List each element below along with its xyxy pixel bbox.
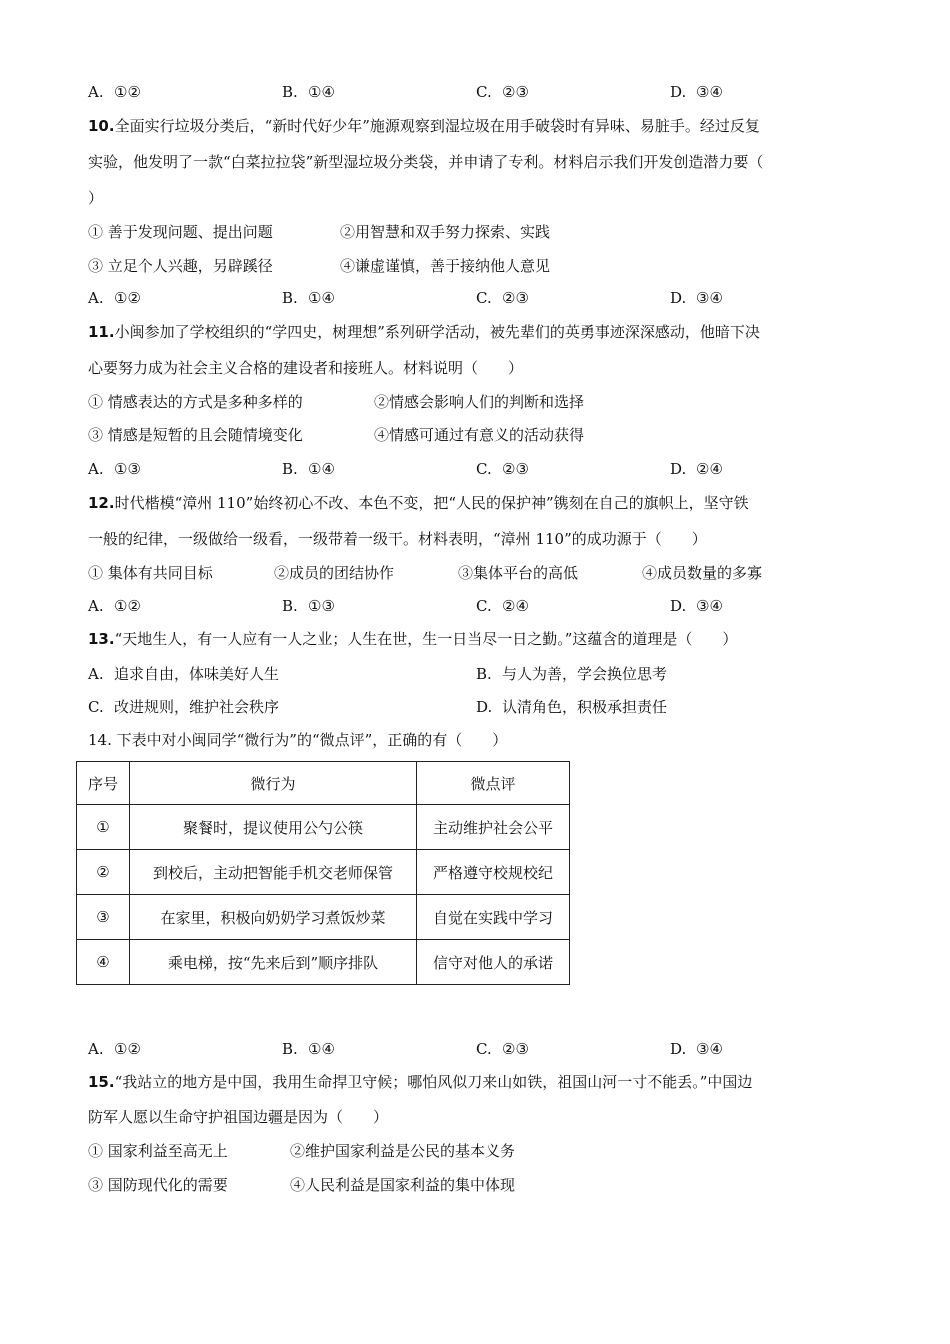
q13-option-c[interactable]: C. 改进规则，维护社会秩序 (88, 698, 280, 716)
row-comment: 主动维护社会公平 (417, 805, 570, 850)
q13-options-row-1 (88, 664, 868, 684)
q10-stem-line-1: 10.全面实行垃圾分类后，“新时代好少年”施源观察到湿垃圾在用手破袋时有异味、易脏手。经过反复 (88, 117, 760, 135)
q15-statement-3: ③ 国防现代化的需要 (88, 1176, 228, 1194)
q10-statement-1: ① 善于发现问题、提出问题 (88, 223, 273, 241)
q10-statement-2: ②用智慧和双手努力探索、实践 (340, 223, 551, 241)
q9-option-d[interactable]: D. ③④ (670, 83, 723, 101)
q10-option-c[interactable]: C. ②③ (476, 289, 529, 307)
q15-stem-line-2: 防军人愿以生命守护祖国边疆是因为（ ） (88, 1108, 389, 1126)
row-behavior: 聚餐时，提议使用公勺公筷 (130, 805, 417, 850)
q14-option-b[interactable]: B. ①④ (282, 1040, 335, 1058)
q14-option-a[interactable]: A. ①② (88, 1040, 141, 1058)
q11-stem-line-1: 11.小闽参加了学校组织的“学四史，树理想”系列研学活动，被先辈们的英勇事迹深深感动，他暗下决 (88, 323, 760, 341)
q11-option-d[interactable]: D. ②④ (670, 460, 723, 478)
q12-options (88, 596, 868, 616)
table-row (77, 850, 570, 895)
row-comment: 自觉在实践中学习 (417, 895, 570, 940)
q13-option-b[interactable]: B. 与人为善，学会换位思考 (476, 665, 668, 683)
q9-options (88, 82, 868, 102)
q14-stem-line-1: 14. 下表中对小闽同学“微行为”的“微点评”，正确的有（ ） (88, 731, 508, 749)
q12-option-c[interactable]: C. ②④ (476, 597, 529, 615)
q10-options (88, 288, 868, 308)
q12-statement-1: ① 集体有共同目标 (88, 564, 213, 582)
q11-statement-4: ④情感可通过有意义的活动获得 (374, 426, 585, 444)
q9-option-b[interactable]: B. ①④ (282, 83, 335, 101)
q12-option-d[interactable]: D. ③④ (670, 597, 723, 615)
q15-statement-4: ④人民利益是国家利益的集中体现 (290, 1176, 516, 1194)
q11-options (88, 459, 868, 479)
q14-options (88, 1039, 868, 1059)
row-index: ② (77, 850, 130, 895)
q12-statement-3: ③集体平台的高低 (458, 564, 579, 582)
q10-option-a[interactable]: A. ①② (88, 289, 141, 307)
row-behavior: 到校后，主动把智能手机交老师保管 (130, 850, 417, 895)
q11-option-b[interactable]: B. ①④ (282, 460, 335, 478)
q13-option-d[interactable]: D. 认清角色，积极承担责任 (476, 698, 668, 716)
table-header-row (77, 762, 570, 805)
row-index: ④ (77, 940, 130, 985)
q11-statement-1: ① 情感表达的方式是多种多样的 (88, 393, 303, 411)
q13-stem-line-1: 13.“天地生人，有一人应有一人之业；人生在世，生一日当尽一日之勤。”这蕴含的道理是（ ） (88, 630, 738, 648)
q12-statement-2: ②成员的团结协作 (274, 564, 395, 582)
q15-statement-1: ① 国家利益至高无上 (88, 1142, 228, 1160)
q14-option-d[interactable]: D. ③④ (670, 1040, 723, 1058)
q15-stem-line-1: 15.“我站立的地方是中国，我用生命捍卫守候；哪怕风似刀来山如铁，祖国山河一寸不能丢。”中国边 (88, 1073, 753, 1091)
micro-behavior-table (76, 761, 570, 985)
q12-option-b[interactable]: B. ①③ (282, 597, 335, 615)
q9-option-c[interactable]: C. ②③ (476, 83, 529, 101)
table-row (77, 805, 570, 850)
q9-option-a[interactable]: A. ①② (88, 83, 141, 101)
q10-option-d[interactable]: D. ③④ (670, 289, 723, 307)
q10-stem-line-3: ） (88, 189, 104, 207)
row-index: ① (77, 805, 130, 850)
q12-stem-line-2: 一般的纪律，一级做给一级看，一级带着一级干。材料表明，“漳州 110”的成功源于（ ） (88, 530, 707, 548)
q12-statement-4: ④成员数量的多寡 (642, 564, 763, 582)
header-micro-comment: 微点评 (417, 762, 570, 805)
row-behavior: 在家里，积极向奶奶学习煮饭炒菜 (130, 895, 417, 940)
q13-options-row-2 (88, 697, 868, 717)
table-row (77, 895, 570, 940)
q14-option-c[interactable]: C. ②③ (476, 1040, 529, 1058)
q11-statement-3: ③ 情感是短暂的且会随情境变化 (88, 426, 303, 444)
header-micro-behavior: 微行为 (130, 762, 417, 805)
row-comment: 信守对他人的承诺 (417, 940, 570, 985)
q12-stem-line-1: 12.时代楷模“漳州 110”始终初心不改、本色不变，把“人民的保护神”镌刻在自己的旗帜上，坚守铁 (88, 494, 749, 512)
header-index: 序号 (77, 762, 130, 805)
q11-stem-line-2: 心要努力成为社会主义合格的建设者和接班人。材料说明（ ） (88, 359, 524, 377)
q15-statement-2: ②维护国家利益是公民的基本义务 (290, 1142, 516, 1160)
q13-option-a[interactable]: A. 追求自由，体味美好人生 (88, 665, 280, 683)
q12-option-a[interactable]: A. ①② (88, 597, 141, 615)
row-behavior: 乘电梯，按“先来后到”顺序排队 (130, 940, 417, 985)
q10-statement-4: ④谦虚谨慎，善于接纳他人意见 (340, 257, 551, 275)
q10-statement-3: ③ 立足个人兴趣，另辟蹊径 (88, 257, 273, 275)
q11-statement-2: ②情感会影响人们的判断和选择 (374, 393, 585, 411)
q11-option-c[interactable]: C. ②③ (476, 460, 529, 478)
q10-stem-line-2: 实验，他发明了一款“白菜拉拉袋”新型湿垃圾分类袋，并申请了专利。材料启示我们开发创造潜力要（ (88, 153, 764, 171)
row-comment: 严格遵守校规校纪 (417, 850, 570, 895)
q11-option-a[interactable]: A. ①③ (88, 460, 141, 478)
row-index: ③ (77, 895, 130, 940)
table-row (77, 940, 570, 985)
q10-option-b[interactable]: B. ①④ (282, 289, 335, 307)
